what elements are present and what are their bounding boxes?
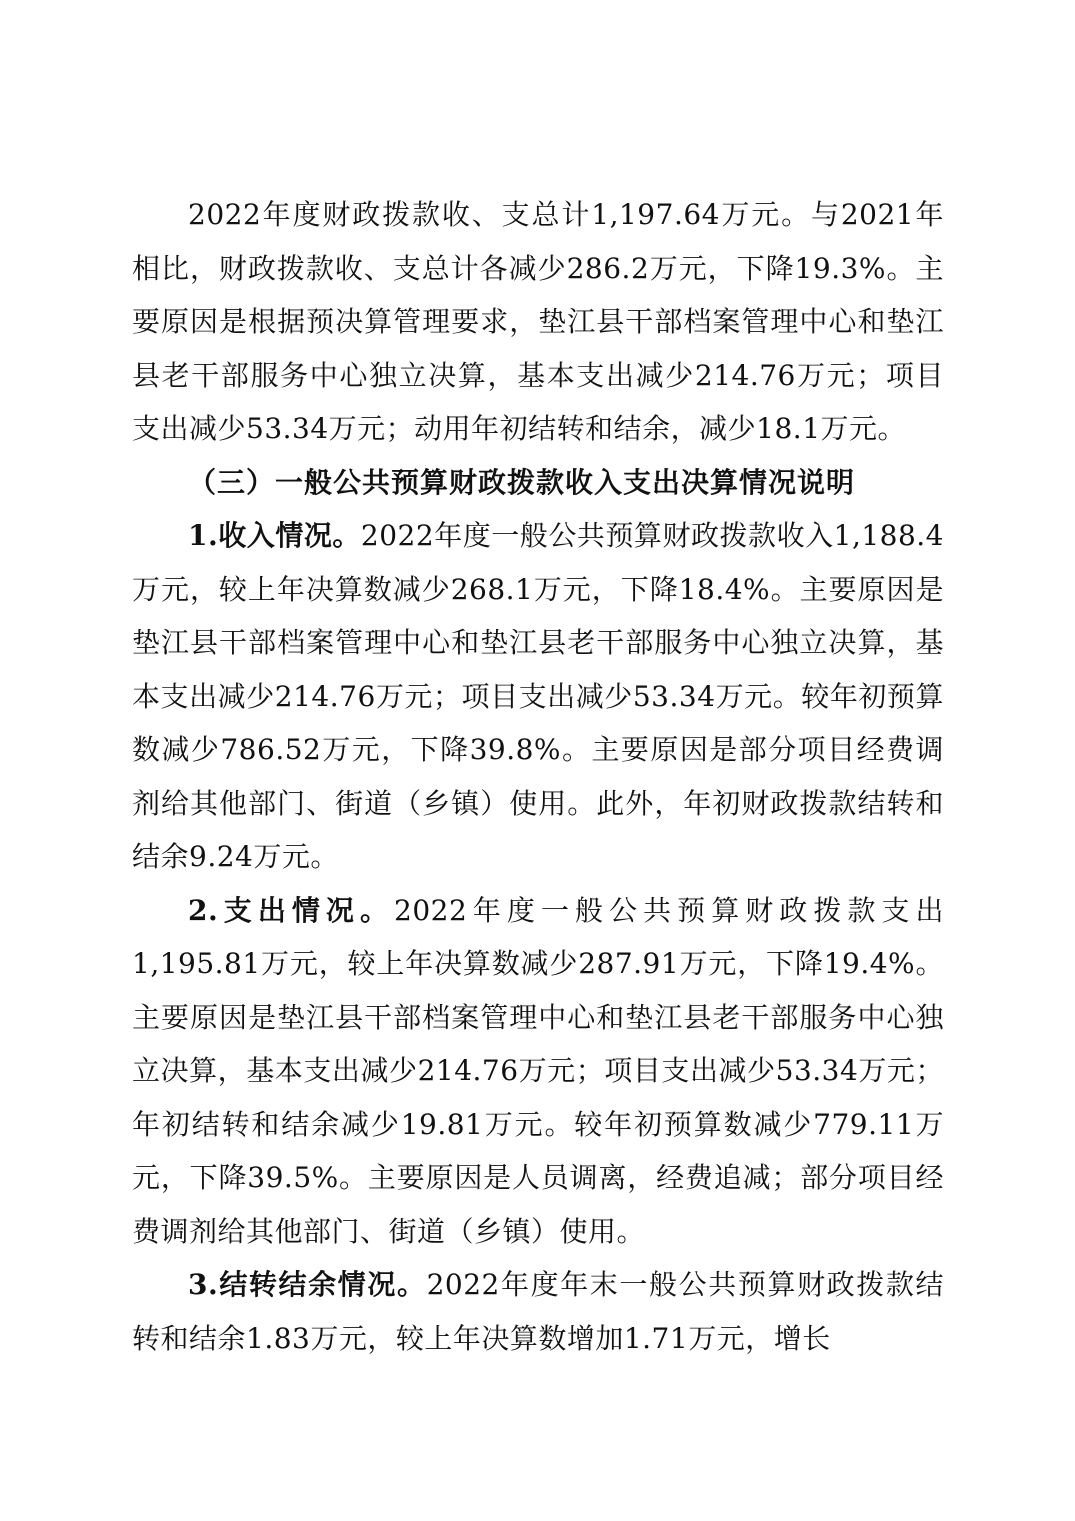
paragraph-lead: 2.支出情况。 bbox=[188, 893, 395, 927]
paragraph-text: 2022年度一般公共预算财政拨款收入1,188.4万元，较上年决算数减少268.1万元，下降18.4%。主要原因是垫江县干部档案管理中心和垫江县老干部服务中心独立决算，基本支出减少214.76万元；项目支出减少53.34万元。较年初预算数减少786.52万元，下降39.8%。主要原因是部分项目经费调剂给其他部门、街道（乡镇）使用。此外，年初财政拨款结转和结余9.24万元。 bbox=[132, 519, 945, 873]
paragraph-text: 2022年度一般公共预算财政拨款支出1,195.81万元，较上年决算数减少287.91万元，下降19.4%。主要原因是垫江县干部档案管理中心和垫江县老干部服务中心独立决算，基本支出减少214.76万元；项目支出减少53.34万元；年初结转和结余减少19.81万元。较年初预算数减少779.11万元，下降39.5%。主要原因是人员调离，经费追减；部分项目经费调剂给其他部门、街道（乡镇）使用。 bbox=[132, 893, 944, 1248]
document-page bbox=[132, 188, 944, 1365]
paragraph-fiscal-total bbox=[132, 188, 944, 456]
paragraph-expenditure bbox=[132, 884, 944, 1259]
paragraph-income bbox=[132, 509, 944, 884]
paragraph-lead: 1.收入情况。 bbox=[188, 519, 361, 552]
section-heading: （三）一般公共预算财政拨款收入支出决算情况说明 bbox=[188, 465, 856, 499]
paragraph-text: 2022年度年末一般公共预算财政拨款结转和结余1.83万元，较上年决算数增加1.71万元，增长 bbox=[132, 1268, 944, 1355]
paragraph-text: 2022年度财政拨款收、支总计1,197.64万元。与2021年相比，财政拨款收、支总计各减少286.2万元，下降19.3%。主要原因是根据预决算管理要求，垫江县干部档案管理中心和垫江县老干部服务中心独立决算，基本支出减少214.76万元；项目支出减少53.34万元；动用年初结转和结余，减少18.1万元。 bbox=[132, 198, 944, 445]
paragraph-carryover bbox=[132, 1258, 944, 1365]
paragraph-lead: 3.结转结余情况。 bbox=[188, 1268, 427, 1301]
